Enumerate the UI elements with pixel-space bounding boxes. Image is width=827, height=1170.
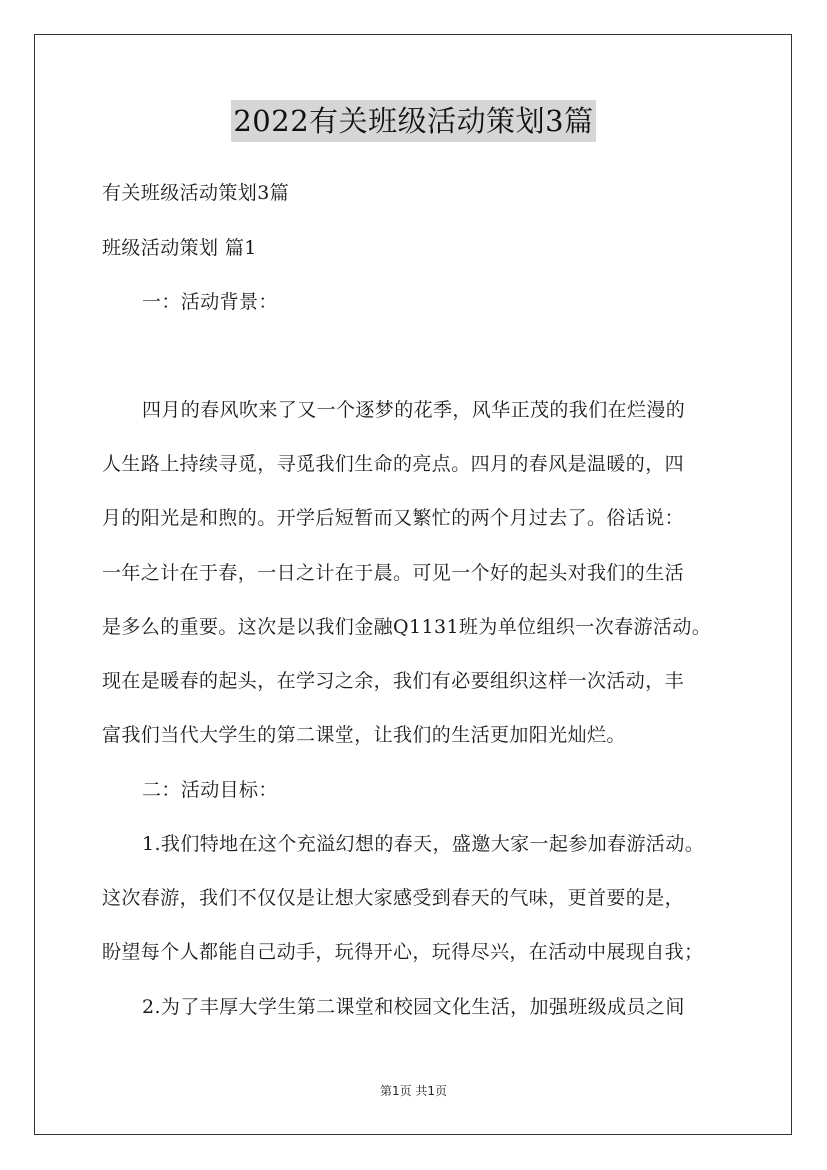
body-line: 月的阳光是和煦的。开学后短暂而又繁忙的两个月过去了。俗话说： [102, 507, 685, 529]
body-line: 四月的春风吹来了又一个逐梦的花季，风华正茂的我们在烂漫的 [142, 399, 686, 421]
page-footer: 第1页 共1页 [379, 1084, 448, 1098]
body-line: 这次春游，我们不仅仅是让想大家感受到春天的气味，更首要的是， [102, 887, 685, 909]
title-block [0, 100, 827, 142]
body-line: 盼望每个人都能自己动手，玩得开心，玩得尽兴，在活动中展现自我； [102, 941, 704, 963]
body-line: 一年之计在于春，一日之计在于晨。可见一个好的起头对我们的生活 [102, 562, 685, 584]
subtitle-line: 有关班级活动策划3篇 [102, 182, 290, 204]
body-line: 2.为了丰厚大学生第二课堂和校园文化生活，加强班级成员之间 [142, 996, 685, 1018]
body-line: 1.我们特地在这个充溢幻想的春天，盛邀大家一起参加春游活动。 [142, 833, 705, 855]
body-line: 现在是暖春的起头，在学习之余，我们有必要组织这样一次活动，丰 [102, 670, 685, 692]
paragraph-heading: 一：活动背景： [142, 291, 278, 313]
paragraph-heading: 二：活动目标： [142, 779, 278, 801]
body-line: 人生路上持续寻觅，寻觅我们生命的亮点。四月的春风是温暖的，四 [102, 453, 685, 475]
body-line: 富我们当代大学生的第二课堂，让我们的生活更加阳光灿烂。 [102, 724, 626, 746]
document-title: 2022有关班级活动策划3篇 [231, 100, 595, 142]
section-heading: 班级活动策划 篇1 [102, 237, 257, 259]
body-line: 是多么的重要。这次是以我们金融Q1131班为单位组织一次春游活动。 [102, 616, 712, 638]
